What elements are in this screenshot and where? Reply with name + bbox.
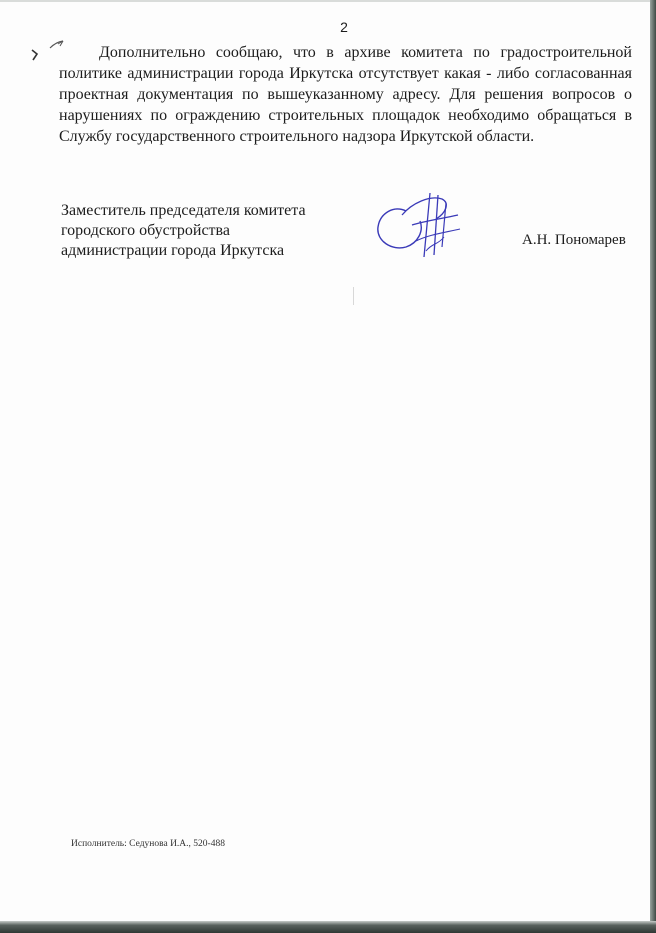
scan-faint-mark: [353, 287, 354, 305]
signatory-title-line: Заместитель председателя комитета: [61, 202, 306, 219]
scan-edge-top: [0, 0, 656, 2]
body-text: [59, 42, 632, 147]
signatory-title-line: администрации города Иркутска: [61, 242, 285, 259]
signatory-title: [61, 201, 306, 261]
scan-edge-bottom: [0, 921, 656, 933]
signatory-title-line: городского обустройства: [61, 222, 230, 239]
signer-name: А.Н. Пономарев: [522, 232, 626, 248]
body-paragraph: Дополнительно сообщаю, что в архиве комитета по градостроительной политике администрации города Иркутска отсутствует какая - либо согласованная проектная документация по вышеуказанному адресу. Для решения вопросов о нарушениях по ограждению строительных площадок необходимо обращаться в Службу государственного строительного надзора Иркутской области.: [59, 44, 632, 145]
page-number: 2: [340, 19, 348, 35]
handwritten-signature: [372, 185, 464, 261]
scan-edge-right: [650, 0, 656, 933]
executor-note: Исполнитель: Седунова И.А., 520-488: [71, 839, 225, 849]
